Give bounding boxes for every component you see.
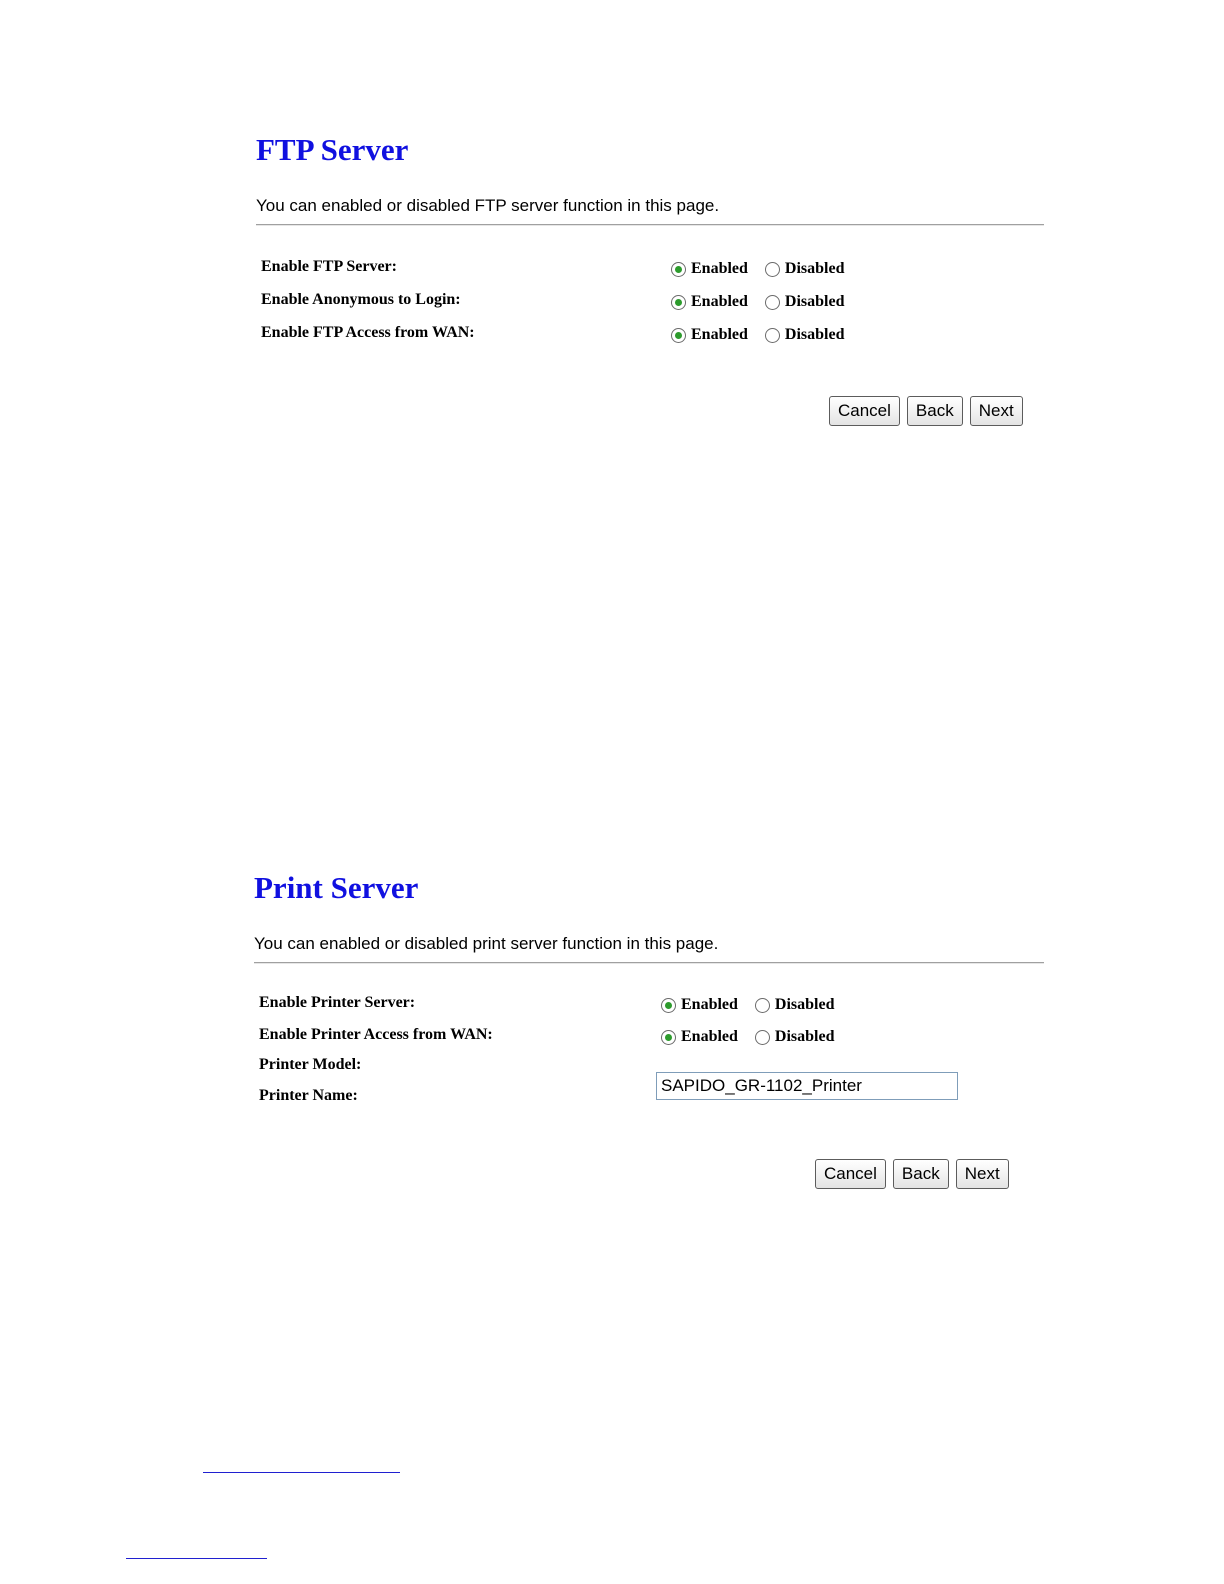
print-row-enable-printer [254,992,1044,1024]
print-row-wan-access [254,1024,1044,1054]
ftp-row-enable-ftp [256,256,1044,289]
ftp-back-button[interactable]: Back [907,396,963,426]
radio-unchecked-icon[interactable] [765,262,780,277]
radio-checked-icon[interactable] [671,295,686,310]
print-button-bar [815,1159,1009,1189]
radio-unchecked-icon[interactable] [765,295,780,310]
anonymous-login-disabled-radio[interactable]: Disabled [765,291,845,313]
printer-model-label: Printer Model: [259,1056,362,1073]
ftp-wan-access-enabled-radio[interactable]: Enabled [671,324,748,346]
radio-checked-icon[interactable] [661,998,676,1013]
ftp-server-panel [256,128,1044,420]
print-server-panel [254,866,1044,1183]
enable-printer-server-label: Enable Printer Server: [259,994,416,1011]
ftp-page-title: FTP Server [256,132,409,167]
print-next-button[interactable]: Next [956,1159,1009,1189]
printer-name-input[interactable] [656,1072,958,1100]
footer-link-underline [203,1472,400,1473]
enable-printer-server-enabled-radio[interactable]: Enabled [661,994,738,1016]
printer-wan-access-enabled-radio[interactable]: Enabled [661,1026,738,1048]
print-page-title: Print Server [254,870,419,905]
print-divider [254,962,1044,964]
ftp-description: You can enabled or disabled FTP server function in this page. [256,196,720,215]
enable-ftp-server-enabled-radio[interactable]: Enabled [671,258,748,280]
enable-ftp-server-disabled-radio[interactable]: Disabled [765,258,845,280]
print-back-button[interactable]: Back [893,1159,949,1189]
print-cancel-button[interactable]: Cancel [815,1159,886,1189]
radio-checked-icon[interactable] [661,1030,676,1045]
enable-printer-wan-access-label: Enable Printer Access from WAN: [259,1026,493,1043]
ftp-row-anonymous-login [256,289,1044,322]
enable-printer-server-disabled-radio[interactable]: Disabled [755,994,835,1016]
ftp-divider [256,224,1044,226]
enable-anonymous-login-label: Enable Anonymous to Login: [261,291,461,308]
printer-wan-access-disabled-radio[interactable]: Disabled [755,1026,835,1048]
ftp-row-wan-access [256,322,1044,355]
radio-checked-icon[interactable] [671,262,686,277]
ftp-wan-access-disabled-radio[interactable]: Disabled [765,324,845,346]
print-description: You can enabled or disabled print server function in this page. [254,934,719,953]
ftp-cancel-button[interactable]: Cancel [829,396,900,426]
ftp-button-bar [829,396,1023,426]
radio-checked-icon[interactable] [671,328,686,343]
radio-unchecked-icon[interactable] [765,328,780,343]
radio-unchecked-icon[interactable] [755,1030,770,1045]
enable-ftp-wan-access-label: Enable FTP Access from WAN: [261,324,475,341]
printer-name-label: Printer Name: [259,1087,358,1104]
enable-ftp-server-label: Enable FTP Server: [261,258,397,275]
footer-link-underline [126,1558,267,1559]
radio-unchecked-icon[interactable] [755,998,770,1013]
anonymous-login-enabled-radio[interactable]: Enabled [671,291,748,313]
print-row-printer-name [254,1085,1044,1117]
ftp-next-button[interactable]: Next [970,396,1023,426]
